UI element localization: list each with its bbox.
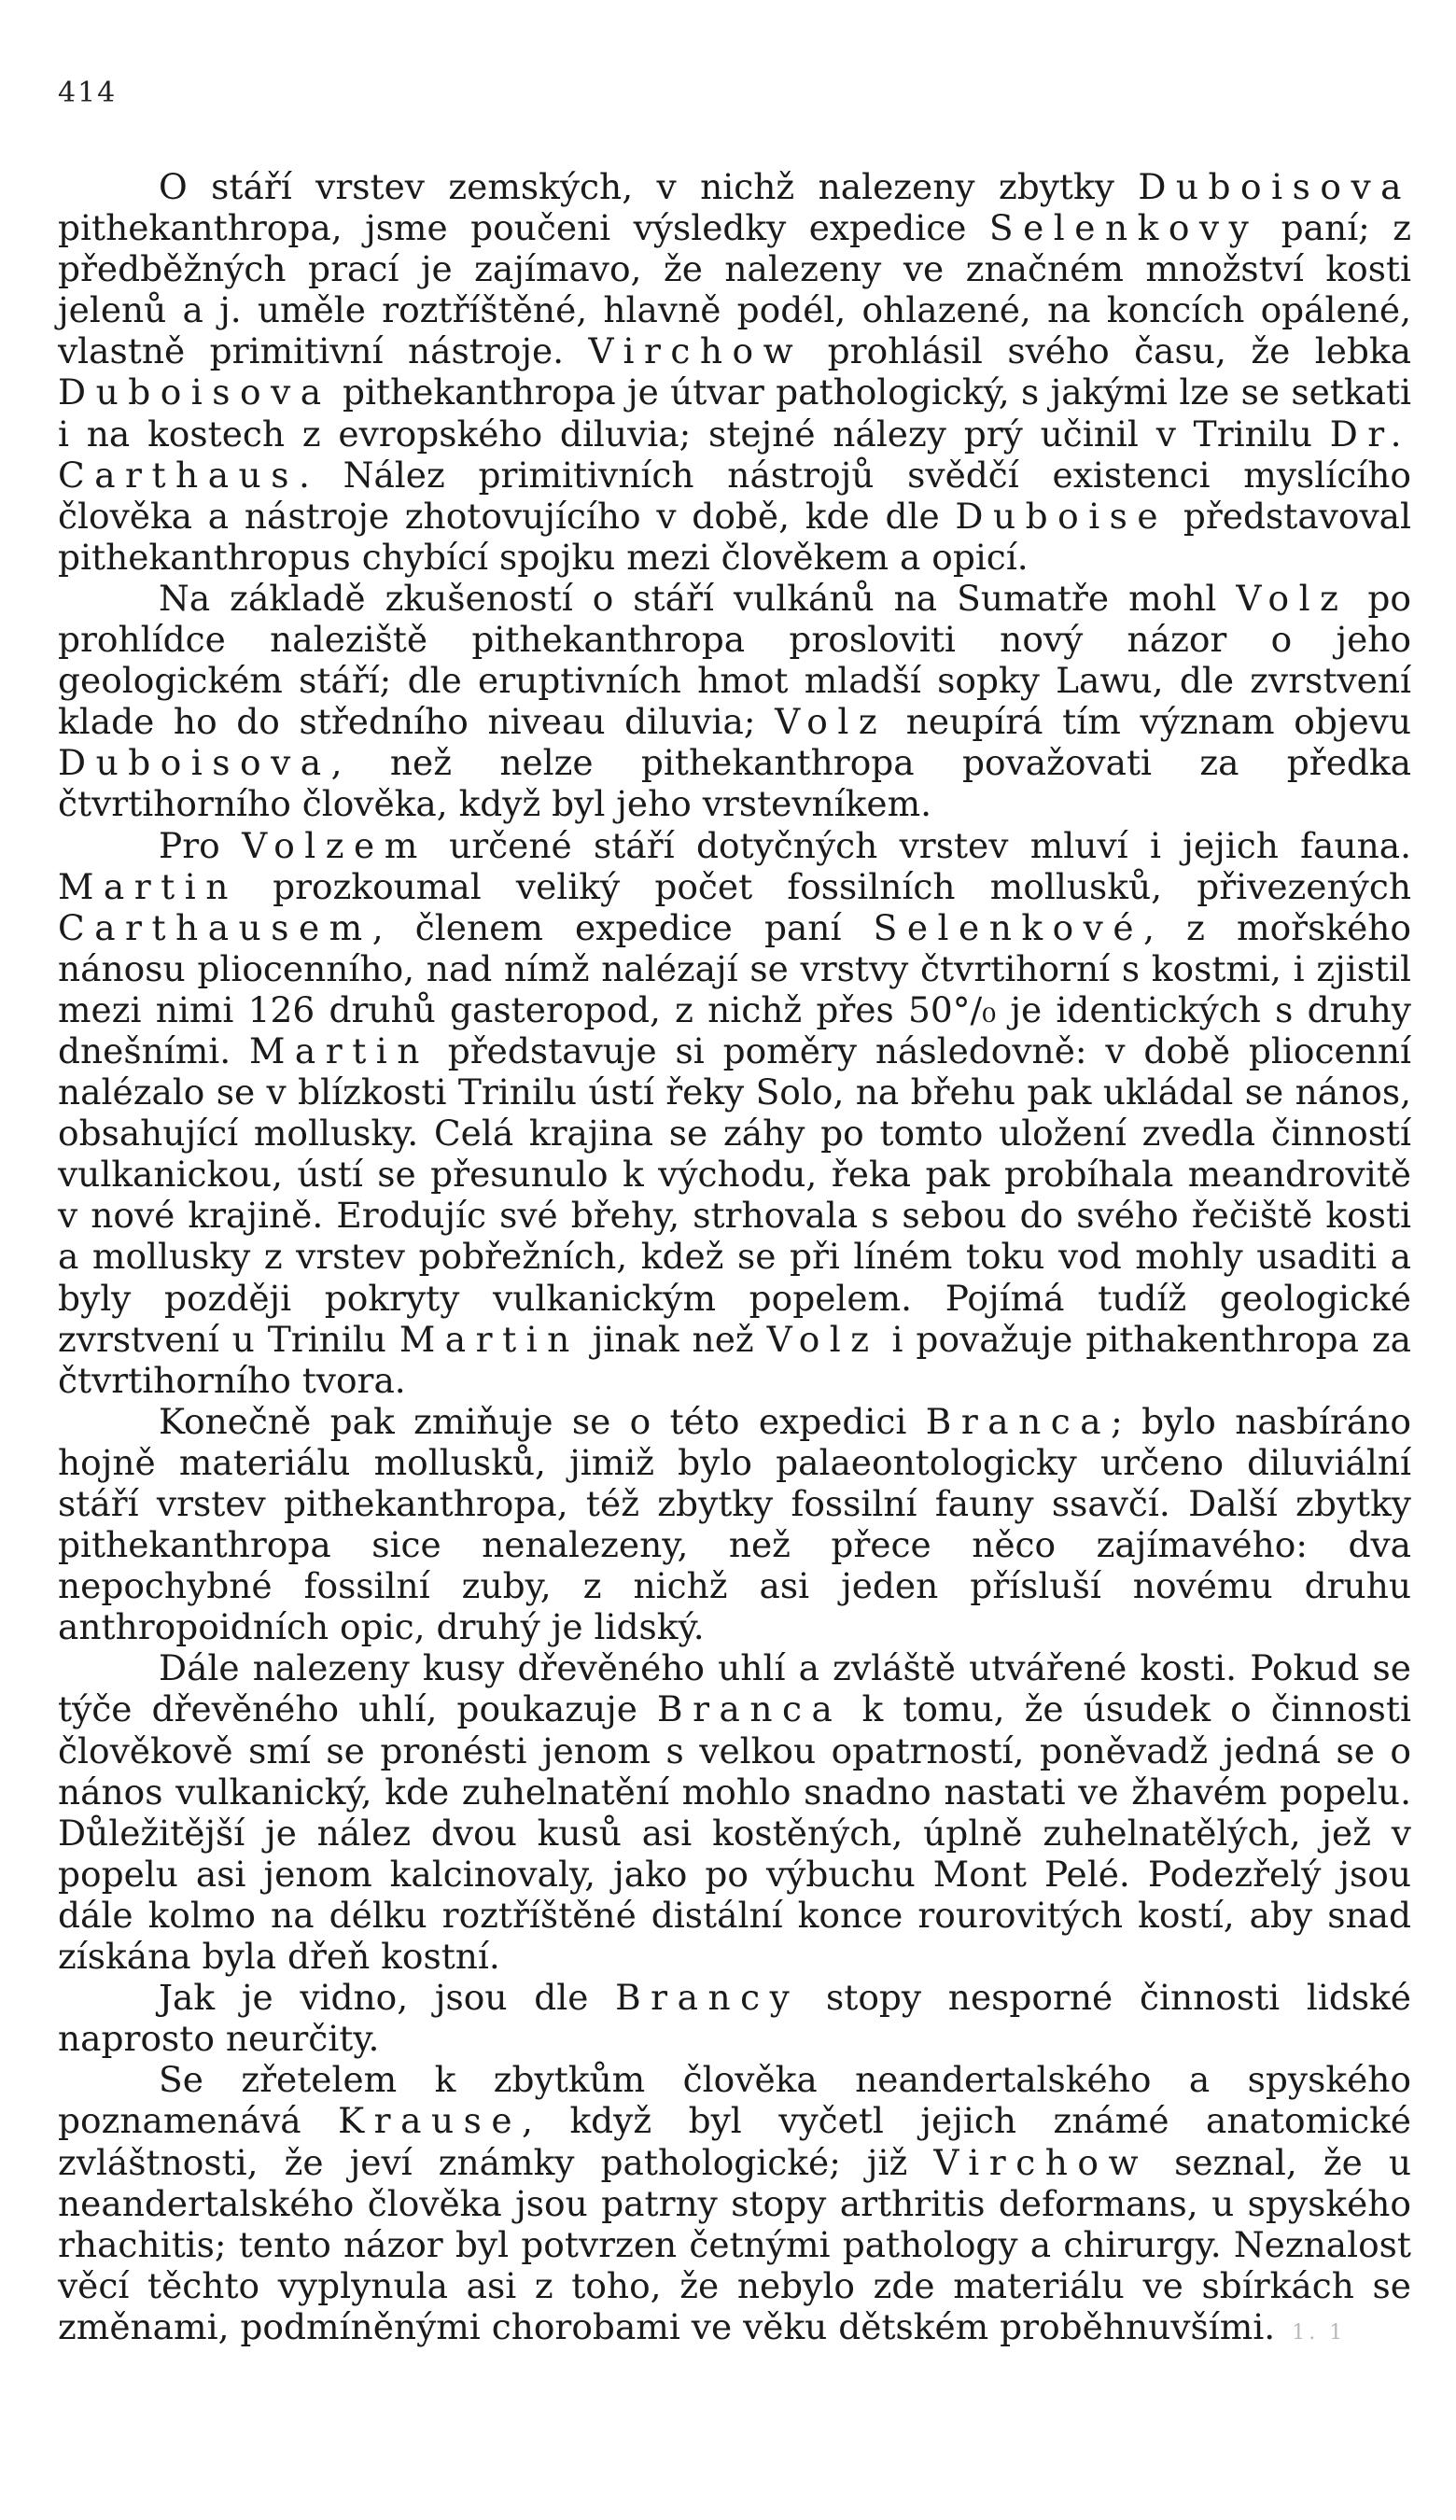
paragraph xyxy=(58,166,1411,578)
text-run: seznal, že u neandertalského člověka jsou patrny stopy arthritis deformans, u spyského rhachitis; tento názor byl potvrzen četnými pathology a chirurgy. Neznalost věcí těchto vyplynula asi z toho, že nebylo zde materiálu ve sbírkách se změnami, podmíněnými chorobami ve věku dětském proběhnuvšími. xyxy=(58,2141,1411,2347)
spaced-name: Virchow xyxy=(588,330,804,372)
text-run: ; bylo nasbíráno hojně materiálu mollusků, jimiž bylo palaeontologicky určeno diluviální stáří vrstev pithekanthropa, též zbytky fossilní fauny ssavčí. Další zbytky pithekanthropa sice nenalezeny, než přece něco zajímavého: dva nepochybné fossilní zuby, z nichž asi jeden přísluší novému druhu anthropoidních opic, druhý je lidský. xyxy=(58,1400,1411,1648)
spaced-name: Dr. Carthaus xyxy=(58,413,1411,496)
text-run: O stáří vrstev zemských, v nichž nalezeny zbytky xyxy=(159,166,1139,207)
spaced-name: Selenkové xyxy=(873,906,1144,948)
text-run: . Nález primitivních nástrojů svědčí existenci myslícího člověka a nástroje zhotovujícího v době, kde dle xyxy=(58,454,1411,537)
spaced-name: Carthausem xyxy=(58,906,372,948)
text-run: jinak než xyxy=(579,1318,767,1360)
paragraph xyxy=(58,2059,1411,2354)
spaced-name: Volz xyxy=(1236,577,1349,619)
paragraph xyxy=(58,1401,1411,1648)
text-run: Se zřetelem k zbytkům člověka neandertalského a spyského poznamenává xyxy=(58,2059,1411,2142)
text-run: , než nelze pithekanthropa považovati za předka čtvrtihorního člověka, když byl jeho vrstevníkem. xyxy=(58,742,1411,825)
text-run: , členem expedice paní xyxy=(371,906,874,948)
text-run: Pro xyxy=(159,824,243,866)
text-run: paní; z předběžných prací je zajímavo, že nalezeny ve značném množství kosti jelenů a j. uměle roztříštěné, hlavně podél, ohlazené, na koncích opálené, vlastně primitivní nástroje. xyxy=(58,207,1411,372)
text-run: představuje si poměry následovně: v době pliocenní nalézalo se v blízkosti Trinilu ústí řeky Solo, na břehu pak ukládal se nános, obsahující mollusky. Celá krajina se záhy po tomto uložení zvedla činností vulkanickou, ústí se přesunulo k východu, řeka pak probíhala meandrovitě v nové krajině. Erodujíc své břehy, strhovala s sebou do svého řečiště kosti a mollusky z vrstev pobřežních, kdež se při líném toku vod mohly usaditi a byly později pokryty vulkanickým popelem. Pojímá tudíž geologické zvrstvení u Trinilu xyxy=(58,1029,1411,1360)
text-run: představoval pithekanthropus chybící spojku mezi člověkem a opicí. xyxy=(58,495,1411,578)
spaced-name: Martin xyxy=(58,865,238,907)
text-run: prohlásil svého času, že lebka xyxy=(803,330,1412,372)
text-run: pithekanthropa, jsme poučeni výsledky expedice xyxy=(58,207,989,249)
spaced-name: Volz xyxy=(766,1318,879,1360)
paragraph xyxy=(58,1977,1411,2059)
text-run: Na základě zkušeností o stáří vulkánů na Sumatře mohl xyxy=(159,577,1237,619)
spaced-name: Volz xyxy=(775,701,888,743)
text-run: Jak je vidno, jsou dle xyxy=(159,1977,616,2019)
spaced-name: Volzem xyxy=(242,824,427,866)
faint-mark: 1. 1 xyxy=(1292,2320,1347,2345)
spaced-name: Martin xyxy=(399,1318,580,1360)
text-run: určené stáří dotyčných vrstev mluví i jejich fauna. xyxy=(427,824,1411,866)
text-run: neupírá tím význam objevu xyxy=(887,701,1411,743)
spaced-name: Duboisova xyxy=(58,742,331,784)
page-number: 414 xyxy=(58,77,118,109)
spaced-name: Duboisova xyxy=(1138,166,1411,207)
text-run: stopy nesporné činnosti lidské naprosto neurčity. xyxy=(58,1977,1411,2060)
text-run: Dále nalezeny kusy dřevěného uhlí a zvláště utvářené kosti. Pokud se týče dřevěného uhlí, poukazuje xyxy=(58,1647,1411,1730)
spaced-name: Branca xyxy=(925,1400,1112,1442)
spaced-name: Duboise xyxy=(955,495,1169,537)
spaced-name: Branca xyxy=(657,1688,843,1730)
text-run: po prohlídce naleziště pithekanthropa prosloviti nový názor o jeho geologickém stáří; dle eruptivních hmot mladší sopky Lawu, dle zvrstvení klade ho do středního niveau diluvia; xyxy=(58,577,1411,743)
paragraph xyxy=(58,578,1411,825)
spaced-name: Krause xyxy=(338,2100,523,2142)
paragraph xyxy=(58,825,1411,1401)
text-run: prozkoumal veliký počet fossilních mollusků, přivezených xyxy=(237,865,1411,907)
spaced-name: Brancy xyxy=(615,1977,800,2019)
text-run: , když byl vyčetl jejich známé anatomické zvláštnosti, že jeví známky pathologické; již xyxy=(58,2100,1411,2183)
body-text xyxy=(58,166,1411,2354)
text-run: k tomu, že úsudek o činnosti člověkově smí se pronésti jenom s velkou opatrností, poněvadž jedná se o nános vulkanický, kde zuhelnatění mohlo snadno nastati ve žhavém popelu. Důležitější je nález dvou kusů asi kostěných, úplně zuhelnatělých, jež v popelu asi jenom kalcinovaly, jako po výbuchu Mont Pelé. Podezřelý jsou dále kolmo na délku roztříštěné distální konce rourovitých kostí, aby snad získána byla dřeň kostní. xyxy=(58,1688,1411,1978)
text-run: Konečně pak zmiňuje se o této expedici xyxy=(159,1400,926,1442)
spaced-name: Virchow xyxy=(933,2141,1149,2183)
text-run: i považuje pithakenthropa za čtvrtihorního tvora. xyxy=(58,1318,1412,1401)
text-run: pithekanthropa je útvar pathologický, s jakými lze se setkati i na kostech z evropského diluvia; stejné nálezy prý učinil v Trinilu xyxy=(58,371,1411,455)
spaced-name: Selenkovy xyxy=(988,207,1259,249)
text-run: , z mořského nánosu pliocenního, nad nímž nalézají se vrstvy čtvrtihorní s kostmi, i zjistil mezi nimi 126 druhů gasteropod, z nichž přes 50°/₀ je identických s druhy dnešními. xyxy=(58,906,1411,1071)
paragraph xyxy=(58,1647,1411,1977)
spaced-name: Martin xyxy=(249,1029,429,1071)
spaced-name: Duboisova xyxy=(58,371,331,413)
